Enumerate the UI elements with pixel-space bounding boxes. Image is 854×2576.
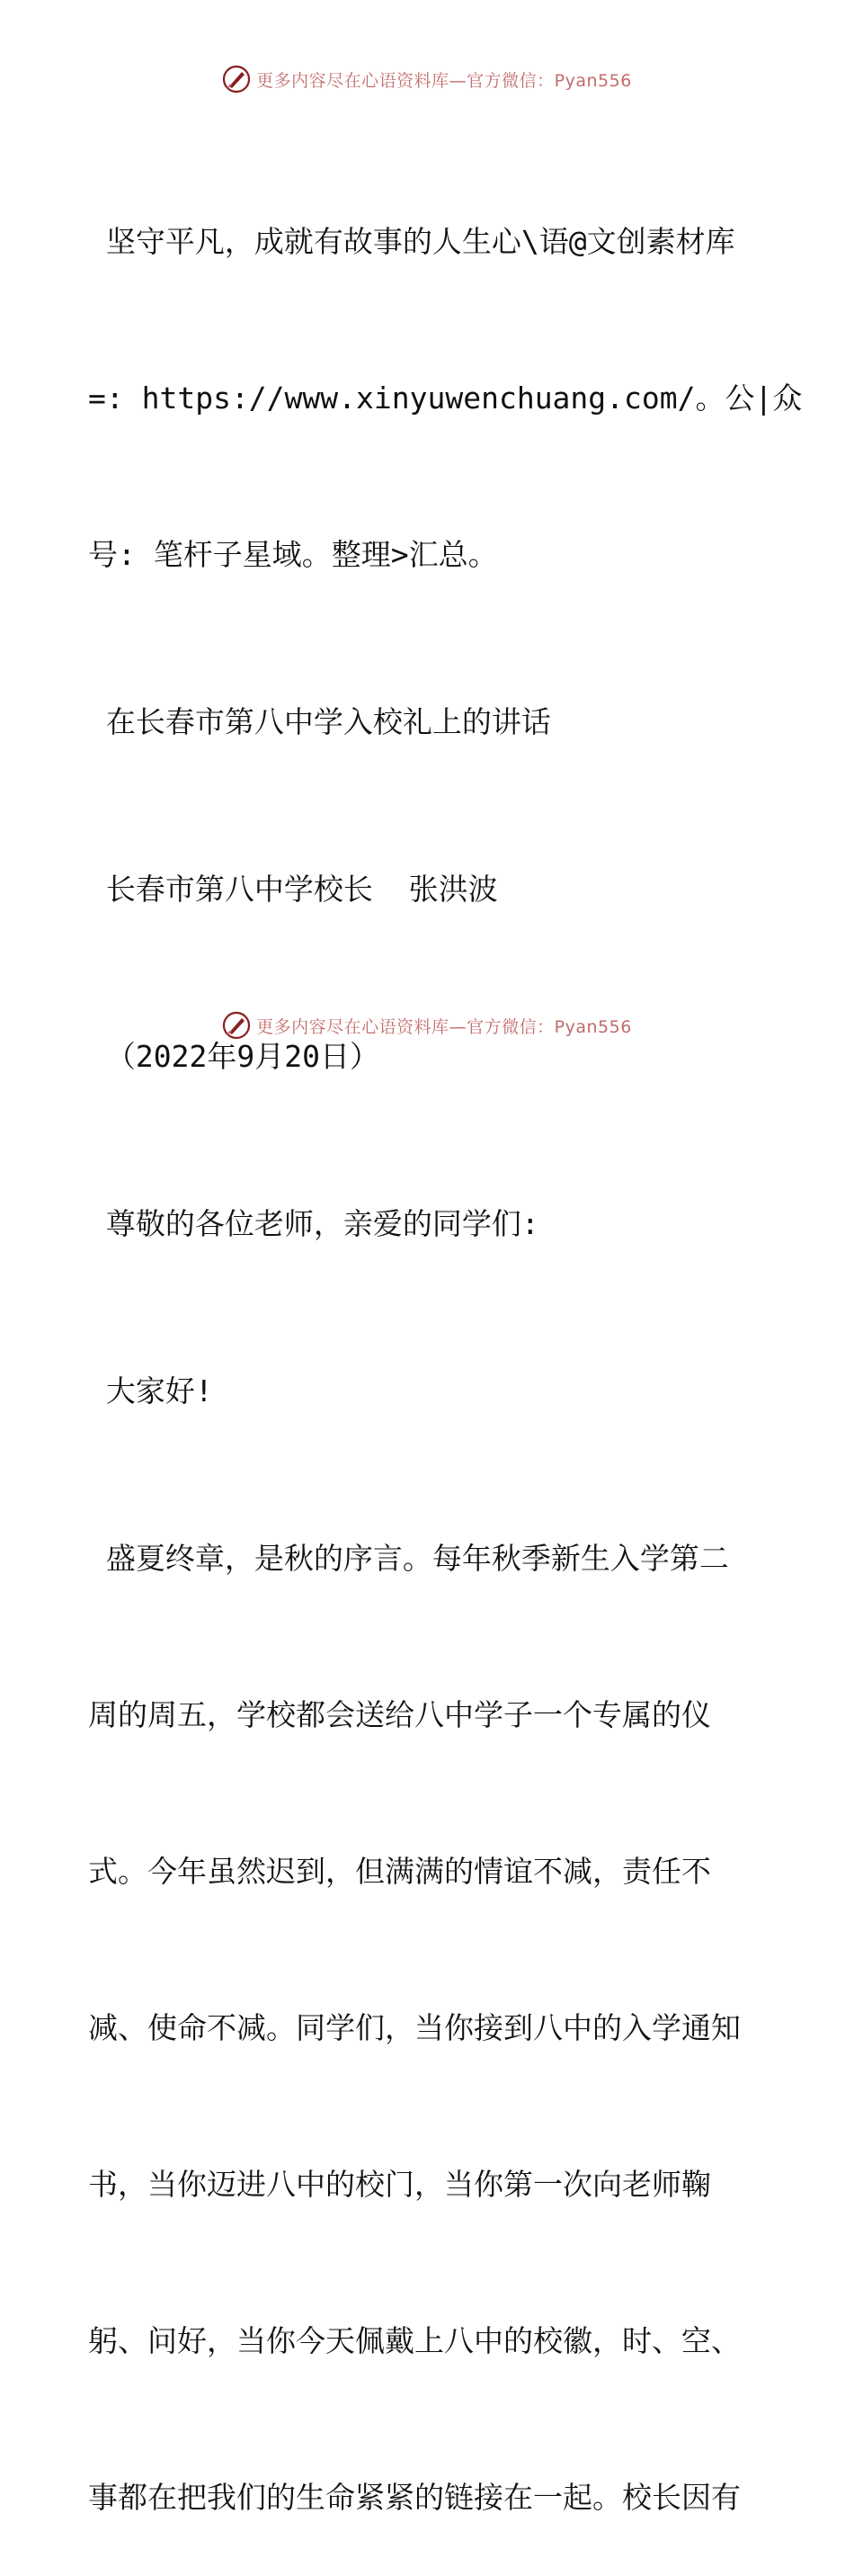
paragraph-line-6: 躬、问好，当你今天佩戴上八中的校徽，时、空、 — [88, 2323, 741, 2358]
promo-line-3: 号: 笔杆子星域。整理>汇总。 — [88, 537, 498, 572]
salutation: 尊敬的各位老师，亲爱的同学们: — [88, 1206, 539, 1241]
document-body — [88, 112, 803, 2576]
header-banner-text: 更多内容尽在心语资料库—官方微信：Pyan556 — [256, 70, 632, 91]
paragraph-line-4: 减、使命不减。同学们，当你接到八中的入学通知 — [88, 2010, 741, 2045]
paragraph-line-2: 周的周五，学校都会送给八中学子一个专属的仪 — [88, 1697, 711, 1732]
promo-line-2: =: https://www.xinyuwenchuang.com/。公|众 — [88, 380, 803, 416]
header-banner — [0, 59, 854, 99]
footer-banner — [0, 1006, 854, 1045]
footer-banner-text: 更多内容尽在心语资料库—官方微信：Pyan556 — [256, 1016, 632, 1037]
speech-author: 长春市第八中学校长 张洪波 — [88, 872, 498, 907]
paragraph-line-1: 盛夏终章，是秋的序言。每年秋季新生入学第二 — [88, 1541, 729, 1576]
promo-line-1: 坚守平凡，成就有故事的人生心\语@文创素材库 — [88, 224, 735, 259]
speech-date: （2022年9月20日） — [88, 1039, 379, 1074]
paragraph-line-7: 事都在把我们的生命紧紧的链接在一起。校长因有 — [88, 2480, 741, 2515]
footer-banner-inner — [222, 1011, 632, 1040]
speech-title: 在长春市第八中学入校礼上的讲话 — [88, 704, 551, 739]
header-banner-inner — [222, 65, 632, 94]
greeting: 大家好! — [88, 1373, 213, 1409]
quill-logo-icon — [222, 65, 251, 94]
quill-logo-icon — [222, 1011, 251, 1040]
paragraph-line-5: 书，当你迈进八中的校门，当你第一次向老师鞠 — [88, 2167, 711, 2202]
paragraph-line-3: 式。今年虽然迟到，但满满的情谊不减，责任不 — [88, 1854, 711, 1889]
